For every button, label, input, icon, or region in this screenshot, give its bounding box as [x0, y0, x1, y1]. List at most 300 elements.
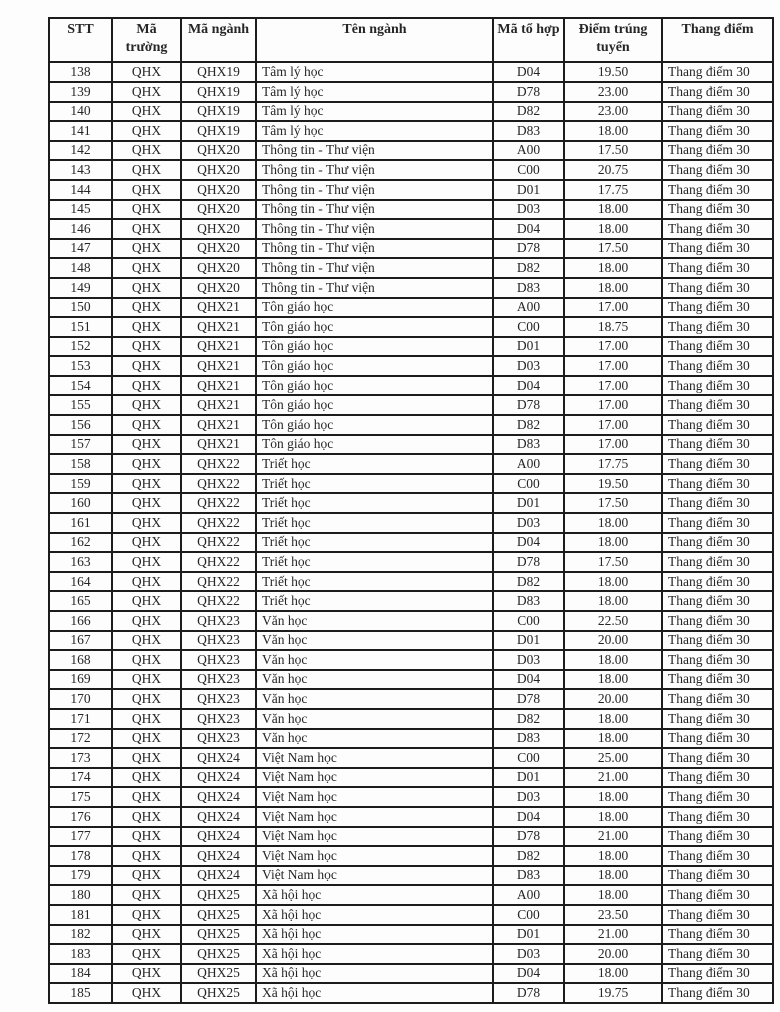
- cell-diem-trung-tuyen: 18.00: [564, 258, 662, 278]
- cell-thang-diem: Thang điểm 30: [662, 925, 773, 945]
- cell-ma-nganh: QHX23: [181, 650, 256, 670]
- cell-ma-truong: QHX: [112, 709, 181, 729]
- table-row: [49, 533, 773, 553]
- table-row: [49, 62, 773, 82]
- cell-ma-nganh: QHX22: [181, 513, 256, 533]
- cell-stt: 184: [49, 964, 112, 984]
- table-row: [49, 435, 773, 455]
- cell-thang-diem: Thang điểm 30: [662, 846, 773, 866]
- cell-ma-to-hop: C00: [493, 474, 564, 494]
- cell-ten-nganh: Tâm lý học: [256, 62, 493, 82]
- table-header: [49, 18, 773, 62]
- cell-diem-trung-tuyen: 18.00: [564, 709, 662, 729]
- cell-thang-diem: Thang điểm 30: [662, 729, 773, 749]
- table-row: [49, 983, 773, 1003]
- table-row: [49, 102, 773, 122]
- cell-diem-trung-tuyen: 18.00: [564, 670, 662, 690]
- cell-ma-to-hop: D01: [493, 337, 564, 357]
- cell-ten-nganh: Văn học: [256, 631, 493, 651]
- admission-scores-table-container: [48, 17, 774, 1004]
- cell-diem-trung-tuyen: 22.50: [564, 611, 662, 631]
- cell-stt: 148: [49, 258, 112, 278]
- cell-diem-trung-tuyen: 21.00: [564, 827, 662, 847]
- cell-diem-trung-tuyen: 18.00: [564, 807, 662, 827]
- cell-ten-nganh: Việt Nam học: [256, 807, 493, 827]
- table-row: [49, 258, 773, 278]
- cell-ma-to-hop: C00: [493, 317, 564, 337]
- cell-ma-truong: QHX: [112, 337, 181, 357]
- cell-ten-nganh: Việt Nam học: [256, 846, 493, 866]
- cell-ma-nganh: QHX23: [181, 689, 256, 709]
- cell-ma-to-hop: D04: [493, 376, 564, 396]
- table-row: [49, 572, 773, 592]
- table-row: [49, 768, 773, 788]
- cell-diem-trung-tuyen: 17.00: [564, 298, 662, 318]
- cell-thang-diem: Thang điểm 30: [662, 415, 773, 435]
- cell-diem-trung-tuyen: 18.75: [564, 317, 662, 337]
- cell-ten-nganh: Thông tin - Thư viện: [256, 258, 493, 278]
- cell-stt: 142: [49, 141, 112, 161]
- cell-stt: 181: [49, 905, 112, 925]
- cell-thang-diem: Thang điểm 30: [662, 258, 773, 278]
- cell-ten-nganh: Thông tin - Thư viện: [256, 278, 493, 298]
- cell-stt: 175: [49, 787, 112, 807]
- cell-stt: 140: [49, 102, 112, 122]
- cell-stt: 168: [49, 650, 112, 670]
- cell-stt: 146: [49, 219, 112, 239]
- cell-ma-nganh: QHX21: [181, 435, 256, 455]
- cell-stt: 162: [49, 533, 112, 553]
- cell-ma-nganh: QHX21: [181, 415, 256, 435]
- cell-stt: 145: [49, 200, 112, 220]
- cell-ma-truong: QHX: [112, 670, 181, 690]
- cell-stt: 143: [49, 160, 112, 180]
- cell-ma-nganh: QHX22: [181, 591, 256, 611]
- cell-thang-diem: Thang điểm 30: [662, 885, 773, 905]
- cell-thang-diem: Thang điểm 30: [662, 768, 773, 788]
- cell-ma-nganh: QHX22: [181, 493, 256, 513]
- cell-stt: 160: [49, 493, 112, 513]
- table-row: [49, 278, 773, 298]
- cell-ma-nganh: QHX24: [181, 827, 256, 847]
- cell-ma-nganh: QHX20: [181, 180, 256, 200]
- cell-thang-diem: Thang điểm 30: [662, 337, 773, 357]
- header-ma-truong: Mã trường: [112, 18, 181, 62]
- cell-stt: 141: [49, 121, 112, 141]
- cell-ten-nganh: Triết học: [256, 572, 493, 592]
- cell-ma-truong: QHX: [112, 768, 181, 788]
- cell-ma-truong: QHX: [112, 611, 181, 631]
- cell-stt: 144: [49, 180, 112, 200]
- table-row: [49, 670, 773, 690]
- cell-thang-diem: Thang điểm 30: [662, 689, 773, 709]
- cell-ma-truong: QHX: [112, 533, 181, 553]
- cell-ma-nganh: QHX21: [181, 317, 256, 337]
- cell-ma-nganh: QHX21: [181, 356, 256, 376]
- cell-ma-nganh: QHX21: [181, 376, 256, 396]
- cell-stt: 171: [49, 709, 112, 729]
- cell-ma-nganh: QHX22: [181, 474, 256, 494]
- cell-diem-trung-tuyen: 19.75: [564, 983, 662, 1003]
- cell-diem-trung-tuyen: 17.00: [564, 356, 662, 376]
- cell-ma-to-hop: C00: [493, 611, 564, 631]
- cell-ma-to-hop: A00: [493, 454, 564, 474]
- cell-ten-nganh: Triết học: [256, 513, 493, 533]
- cell-thang-diem: Thang điểm 30: [662, 102, 773, 122]
- cell-thang-diem: Thang điểm 30: [662, 591, 773, 611]
- cell-ma-truong: QHX: [112, 454, 181, 474]
- cell-ten-nganh: Thông tin - Thư viện: [256, 160, 493, 180]
- table-row: [49, 552, 773, 572]
- cell-ma-nganh: QHX20: [181, 200, 256, 220]
- cell-ma-truong: QHX: [112, 102, 181, 122]
- cell-ten-nganh: Tâm lý học: [256, 102, 493, 122]
- cell-diem-trung-tuyen: 18.00: [564, 729, 662, 749]
- cell-ma-truong: QHX: [112, 121, 181, 141]
- cell-ma-to-hop: D03: [493, 944, 564, 964]
- cell-ten-nganh: Tâm lý học: [256, 121, 493, 141]
- cell-ma-truong: QHX: [112, 650, 181, 670]
- cell-stt: 176: [49, 807, 112, 827]
- table-row: [49, 219, 773, 239]
- table-row: [49, 650, 773, 670]
- cell-ma-to-hop: D03: [493, 200, 564, 220]
- cell-ten-nganh: Văn học: [256, 670, 493, 690]
- cell-ma-to-hop: D78: [493, 827, 564, 847]
- cell-diem-trung-tuyen: 18.00: [564, 964, 662, 984]
- cell-stt: 163: [49, 552, 112, 572]
- cell-ma-to-hop: D78: [493, 395, 564, 415]
- cell-diem-trung-tuyen: 20.00: [564, 631, 662, 651]
- cell-stt: 172: [49, 729, 112, 749]
- cell-diem-trung-tuyen: 18.00: [564, 219, 662, 239]
- cell-ma-to-hop: D04: [493, 807, 564, 827]
- cell-ma-to-hop: D78: [493, 239, 564, 259]
- cell-thang-diem: Thang điểm 30: [662, 748, 773, 768]
- cell-ma-nganh: QHX22: [181, 552, 256, 572]
- table-row: [49, 395, 773, 415]
- cell-ten-nganh: Triết học: [256, 454, 493, 474]
- cell-thang-diem: Thang điểm 30: [662, 533, 773, 553]
- table-row: [49, 591, 773, 611]
- cell-ma-truong: QHX: [112, 356, 181, 376]
- cell-ma-nganh: QHX24: [181, 768, 256, 788]
- cell-stt: 177: [49, 827, 112, 847]
- cell-ma-truong: QHX: [112, 748, 181, 768]
- cell-ten-nganh: Văn học: [256, 650, 493, 670]
- table-row: [49, 141, 773, 161]
- cell-ma-nganh: QHX20: [181, 278, 256, 298]
- cell-diem-trung-tuyen: 20.00: [564, 689, 662, 709]
- cell-ten-nganh: Triết học: [256, 493, 493, 513]
- table-row: [49, 729, 773, 749]
- cell-thang-diem: Thang điểm 30: [662, 141, 773, 161]
- cell-ma-truong: QHX: [112, 415, 181, 435]
- cell-ma-truong: QHX: [112, 846, 181, 866]
- cell-ma-truong: QHX: [112, 807, 181, 827]
- cell-ma-to-hop: D03: [493, 650, 564, 670]
- cell-thang-diem: Thang điểm 30: [662, 552, 773, 572]
- cell-thang-diem: Thang điểm 30: [662, 572, 773, 592]
- cell-diem-trung-tuyen: 18.00: [564, 591, 662, 611]
- cell-stt: 149: [49, 278, 112, 298]
- cell-ma-truong: QHX: [112, 376, 181, 396]
- cell-thang-diem: Thang điểm 30: [662, 356, 773, 376]
- cell-ma-truong: QHX: [112, 395, 181, 415]
- cell-thang-diem: Thang điểm 30: [662, 709, 773, 729]
- cell-ten-nganh: Thông tin - Thư viện: [256, 200, 493, 220]
- cell-ma-truong: QHX: [112, 572, 181, 592]
- cell-diem-trung-tuyen: 21.00: [564, 768, 662, 788]
- cell-thang-diem: Thang điểm 30: [662, 944, 773, 964]
- cell-ma-truong: QHX: [112, 885, 181, 905]
- cell-ten-nganh: Triết học: [256, 533, 493, 553]
- cell-ma-to-hop: D83: [493, 278, 564, 298]
- table-row: [49, 807, 773, 827]
- cell-ten-nganh: Thông tin - Thư viện: [256, 141, 493, 161]
- cell-ten-nganh: Xã hội học: [256, 905, 493, 925]
- cell-ten-nganh: Văn học: [256, 689, 493, 709]
- cell-ma-to-hop: C00: [493, 160, 564, 180]
- cell-stt: 153: [49, 356, 112, 376]
- cell-ma-truong: QHX: [112, 964, 181, 984]
- cell-ma-nganh: QHX20: [181, 258, 256, 278]
- cell-ma-to-hop: A00: [493, 141, 564, 161]
- cell-stt: 151: [49, 317, 112, 337]
- cell-stt: 159: [49, 474, 112, 494]
- cell-ma-truong: QHX: [112, 944, 181, 964]
- cell-stt: 169: [49, 670, 112, 690]
- cell-ten-nganh: Xã hội học: [256, 964, 493, 984]
- cell-stt: 167: [49, 631, 112, 651]
- table-row: [49, 239, 773, 259]
- cell-diem-trung-tuyen: 17.75: [564, 180, 662, 200]
- cell-ma-nganh: QHX24: [181, 748, 256, 768]
- table-row: [49, 905, 773, 925]
- cell-thang-diem: Thang điểm 30: [662, 983, 773, 1003]
- cell-ma-to-hop: D01: [493, 925, 564, 945]
- cell-ma-nganh: QHX20: [181, 141, 256, 161]
- cell-ten-nganh: Việt Nam học: [256, 866, 493, 886]
- cell-ma-truong: QHX: [112, 239, 181, 259]
- cell-thang-diem: Thang điểm 30: [662, 964, 773, 984]
- cell-stt: 170: [49, 689, 112, 709]
- cell-ma-nganh: QHX19: [181, 102, 256, 122]
- cell-ma-truong: QHX: [112, 298, 181, 318]
- cell-ma-to-hop: D83: [493, 591, 564, 611]
- cell-thang-diem: Thang điểm 30: [662, 611, 773, 631]
- cell-ma-to-hop: D03: [493, 787, 564, 807]
- cell-ma-nganh: QHX22: [181, 454, 256, 474]
- cell-ma-truong: QHX: [112, 62, 181, 82]
- cell-diem-trung-tuyen: 18.00: [564, 866, 662, 886]
- cell-ten-nganh: Xã hội học: [256, 983, 493, 1003]
- table-row: [49, 317, 773, 337]
- cell-ma-to-hop: D82: [493, 258, 564, 278]
- table-row: [49, 944, 773, 964]
- cell-ma-to-hop: D78: [493, 552, 564, 572]
- header-stt: STT: [49, 18, 112, 62]
- cell-thang-diem: Thang điểm 30: [662, 650, 773, 670]
- cell-ma-nganh: QHX24: [181, 807, 256, 827]
- cell-ten-nganh: Xã hội học: [256, 944, 493, 964]
- table-row: [49, 298, 773, 318]
- table-row: [49, 827, 773, 847]
- cell-thang-diem: Thang điểm 30: [662, 670, 773, 690]
- cell-stt: 164: [49, 572, 112, 592]
- header-diem-trung-tuyen: Điểm trúng tuyển: [564, 18, 662, 62]
- cell-ten-nganh: Thông tin - Thư viện: [256, 180, 493, 200]
- cell-ma-to-hop: A00: [493, 885, 564, 905]
- cell-ma-to-hop: D78: [493, 82, 564, 102]
- cell-ma-nganh: QHX19: [181, 121, 256, 141]
- cell-ma-to-hop: D03: [493, 513, 564, 533]
- table-row: [49, 454, 773, 474]
- cell-ten-nganh: Văn học: [256, 709, 493, 729]
- cell-ma-to-hop: D78: [493, 983, 564, 1003]
- cell-ma-truong: QHX: [112, 631, 181, 651]
- cell-ten-nganh: Tôn giáo học: [256, 317, 493, 337]
- cell-ma-nganh: QHX19: [181, 62, 256, 82]
- cell-diem-trung-tuyen: 17.50: [564, 493, 662, 513]
- cell-ten-nganh: Xã hội học: [256, 925, 493, 945]
- cell-ma-nganh: QHX23: [181, 631, 256, 651]
- cell-ma-to-hop: D04: [493, 670, 564, 690]
- cell-stt: 183: [49, 944, 112, 964]
- table-row: [49, 160, 773, 180]
- table-row: [49, 82, 773, 102]
- cell-ma-nganh: QHX23: [181, 729, 256, 749]
- cell-ma-to-hop: D83: [493, 729, 564, 749]
- table-row: [49, 474, 773, 494]
- table-row: [49, 200, 773, 220]
- cell-diem-trung-tuyen: 21.00: [564, 925, 662, 945]
- cell-thang-diem: Thang điểm 30: [662, 454, 773, 474]
- cell-stt: 180: [49, 885, 112, 905]
- cell-ma-to-hop: C00: [493, 905, 564, 925]
- cell-diem-trung-tuyen: 18.00: [564, 278, 662, 298]
- cell-ma-nganh: QHX24: [181, 846, 256, 866]
- cell-ma-truong: QHX: [112, 317, 181, 337]
- table-row: [49, 964, 773, 984]
- cell-thang-diem: Thang điểm 30: [662, 493, 773, 513]
- cell-thang-diem: Thang điểm 30: [662, 631, 773, 651]
- cell-ma-nganh: QHX25: [181, 885, 256, 905]
- table-row: [49, 866, 773, 886]
- cell-stt: 182: [49, 925, 112, 945]
- cell-stt: 154: [49, 376, 112, 396]
- cell-diem-trung-tuyen: 19.50: [564, 62, 662, 82]
- cell-ma-truong: QHX: [112, 983, 181, 1003]
- cell-ten-nganh: Xã hội học: [256, 885, 493, 905]
- cell-stt: 157: [49, 435, 112, 455]
- cell-thang-diem: Thang điểm 30: [662, 121, 773, 141]
- cell-diem-trung-tuyen: 20.00: [564, 944, 662, 964]
- cell-ten-nganh: Thông tin - Thư viện: [256, 239, 493, 259]
- cell-ma-to-hop: D82: [493, 846, 564, 866]
- cell-stt: 156: [49, 415, 112, 435]
- table-row: [49, 513, 773, 533]
- cell-ma-nganh: QHX20: [181, 160, 256, 180]
- header-ma-nganh: Mã ngành: [181, 18, 256, 62]
- cell-ma-truong: QHX: [112, 827, 181, 847]
- cell-thang-diem: Thang điểm 30: [662, 513, 773, 533]
- cell-ten-nganh: Tôn giáo học: [256, 298, 493, 318]
- cell-ma-truong: QHX: [112, 552, 181, 572]
- cell-diem-trung-tuyen: 18.00: [564, 885, 662, 905]
- table-row: [49, 180, 773, 200]
- cell-ten-nganh: Việt Nam học: [256, 827, 493, 847]
- cell-stt: 158: [49, 454, 112, 474]
- cell-ma-nganh: QHX20: [181, 219, 256, 239]
- table-row: [49, 787, 773, 807]
- cell-ten-nganh: Tôn giáo học: [256, 376, 493, 396]
- cell-ten-nganh: Tôn giáo học: [256, 435, 493, 455]
- cell-ma-nganh: QHX23: [181, 611, 256, 631]
- cell-ma-truong: QHX: [112, 435, 181, 455]
- cell-ma-truong: QHX: [112, 905, 181, 925]
- cell-stt: 165: [49, 591, 112, 611]
- cell-ten-nganh: Văn học: [256, 729, 493, 749]
- table-row: [49, 415, 773, 435]
- cell-diem-trung-tuyen: 18.00: [564, 533, 662, 553]
- cell-ma-to-hop: D04: [493, 62, 564, 82]
- cell-thang-diem: Thang điểm 30: [662, 62, 773, 82]
- cell-diem-trung-tuyen: 18.00: [564, 650, 662, 670]
- cell-ma-to-hop: D82: [493, 572, 564, 592]
- cell-diem-trung-tuyen: 17.50: [564, 141, 662, 161]
- cell-ma-nganh: QHX22: [181, 572, 256, 592]
- cell-thang-diem: Thang điểm 30: [662, 200, 773, 220]
- cell-ten-nganh: Việt Nam học: [256, 748, 493, 768]
- cell-diem-trung-tuyen: 23.00: [564, 102, 662, 122]
- cell-thang-diem: Thang điểm 30: [662, 160, 773, 180]
- cell-ma-nganh: QHX24: [181, 787, 256, 807]
- table-row: [49, 631, 773, 651]
- cell-ma-to-hop: D82: [493, 709, 564, 729]
- cell-thang-diem: Thang điểm 30: [662, 474, 773, 494]
- cell-ma-truong: QHX: [112, 513, 181, 533]
- table-row: [49, 337, 773, 357]
- cell-thang-diem: Thang điểm 30: [662, 82, 773, 102]
- cell-thang-diem: Thang điểm 30: [662, 180, 773, 200]
- cell-ma-nganh: QHX24: [181, 866, 256, 886]
- cell-ma-truong: QHX: [112, 219, 181, 239]
- cell-thang-diem: Thang điểm 30: [662, 278, 773, 298]
- cell-ma-truong: QHX: [112, 200, 181, 220]
- cell-diem-trung-tuyen: 18.00: [564, 200, 662, 220]
- cell-ma-to-hop: D01: [493, 631, 564, 651]
- cell-ma-to-hop: C00: [493, 748, 564, 768]
- table-row: [49, 846, 773, 866]
- table-row: [49, 356, 773, 376]
- cell-ma-to-hop: D03: [493, 356, 564, 376]
- cell-ten-nganh: Tôn giáo học: [256, 337, 493, 357]
- cell-ma-nganh: QHX25: [181, 983, 256, 1003]
- cell-thang-diem: Thang điểm 30: [662, 317, 773, 337]
- cell-ma-nganh: QHX20: [181, 239, 256, 259]
- cell-ma-to-hop: D78: [493, 689, 564, 709]
- cell-ten-nganh: Tâm lý học: [256, 82, 493, 102]
- cell-ma-to-hop: D82: [493, 415, 564, 435]
- cell-ten-nganh: Triết học: [256, 552, 493, 572]
- cell-stt: 139: [49, 82, 112, 102]
- cell-ma-truong: QHX: [112, 866, 181, 886]
- cell-diem-trung-tuyen: 17.00: [564, 376, 662, 396]
- cell-thang-diem: Thang điểm 30: [662, 827, 773, 847]
- cell-ma-truong: QHX: [112, 787, 181, 807]
- cell-ma-truong: QHX: [112, 160, 181, 180]
